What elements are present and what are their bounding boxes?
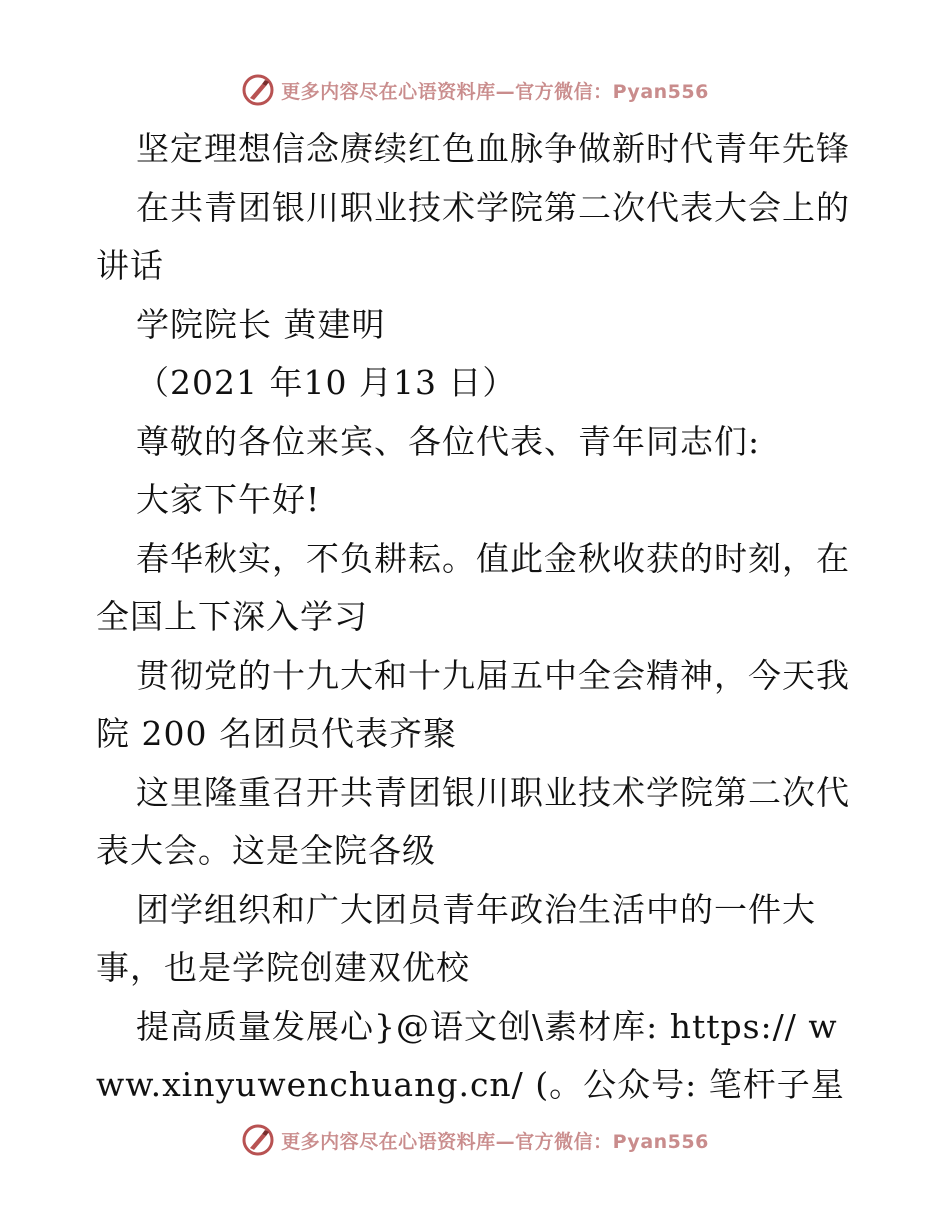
watermark-text: 更多内容尽在心语资料库—官方微信：Pyan556 <box>281 80 709 103</box>
paragraph: 团学组织和广大团员青年政治生活中的一件大事，也是学院创建双优校 <box>96 889 816 987</box>
paragraph: 提高质量发展心}@语文创\素材库: https:// www.xinyuwenchuang.cn/ (。公众号: 笔杆子星 <box>96 1006 845 1104</box>
watermark-text: 更多内容尽在心语资料库—官方微信：Pyan556 <box>281 1130 709 1153</box>
document-greeting: 大家下午好! <box>136 480 321 519</box>
watermark-footer <box>0 1120 950 1160</box>
watermark-header <box>0 70 950 110</box>
document-author: 学院院长 黄建明 <box>136 304 386 344</box>
document-subtitle: 在共青团银川职业技术学院第二次代表大会上的讲话 <box>96 187 850 285</box>
paragraph: 这里隆重召开共青团银川职业技术学院第二次代表大会。这是全院各级 <box>96 772 850 870</box>
paragraph: 贯彻党的十九大和十九届五中全会精神，今天我院 200 名团员代表齐聚 <box>96 655 850 753</box>
document-date: （2021 年10 月13 日） <box>136 363 517 402</box>
pen-circle-icon <box>241 73 275 107</box>
paragraph: 春华秋实，不负耕耘。值此金秋收获的时刻，在全国上下深入学习 <box>96 538 850 636</box>
document-salutation: 尊敬的各位来宾、各位代表、青年同志们: <box>136 421 761 461</box>
document-body <box>96 120 856 1115</box>
document-title: 坚定理想信念赓续红色血脉争做新时代青年先锋 <box>136 129 850 168</box>
pen-circle-icon <box>241 1123 275 1157</box>
